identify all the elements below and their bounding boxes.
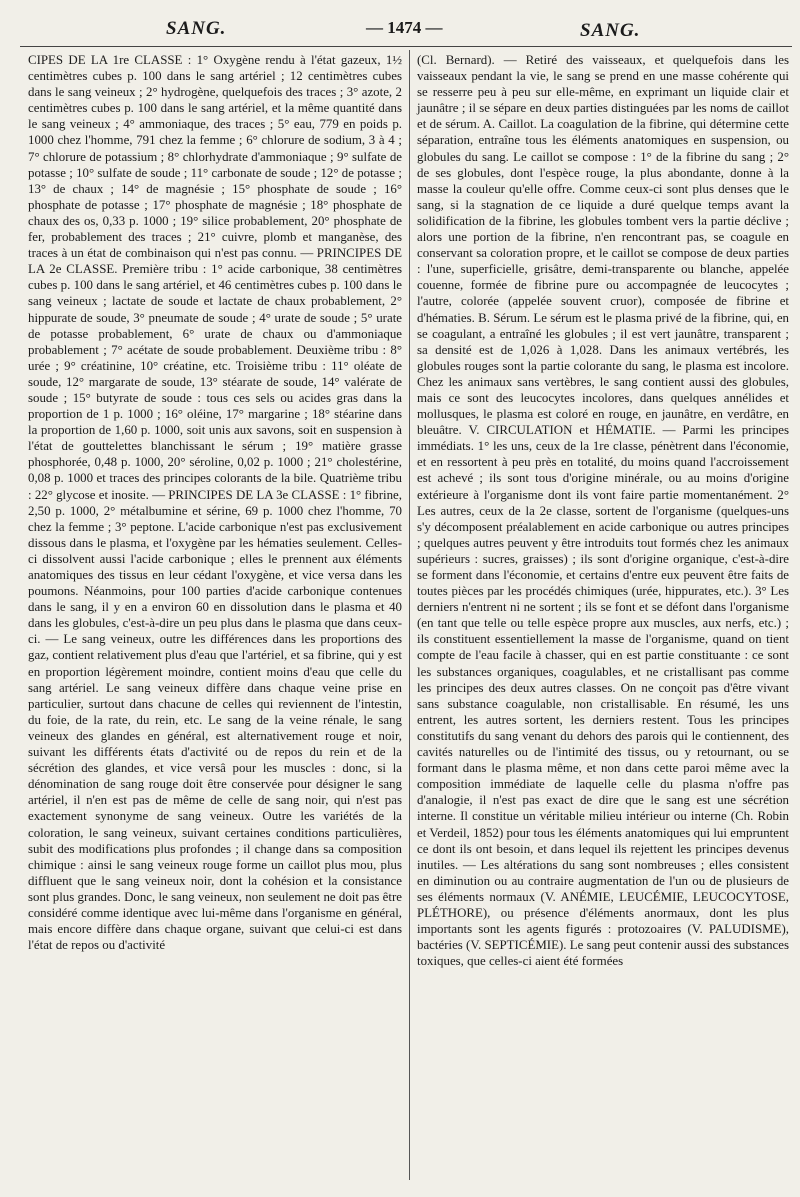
right-column-text: (Cl. Bernard). — Retiré des vaisseaux, et quelquefois dans les vaisseaux pendant la vie, le sang se prend en une masse cohérente qui se resserre peu à peu sur elle-même, en exprimant un liquide clair et jaunâtre ; il se sépare en deux parties distinguées par les noms de caillot et de sérum. A. Caillot. La coagulation de la fibrine, qui détermine cette séparation, entraîne tous les éléments anatomiques en suspension, ou globules du sang. Le caillot se compose : 1° de la fibrine du sang ; 2° de ses globules, dont l'espèce rouge, la plus abondante, donne à la masse la couleur qu'elle offre. Comme ceux-ci sont plus denses que le sang, si la stagnation de ce liquide a duré quelque temps avant la solidification de la fibrine, les globules tombent vers la partie déclive ; alors une portion de la fibrine, n'en rencontrant pas, se coagule en conservant sa coloration propre, et le caillot se compose de deux parties : l'une, superficielle, grisâtre, demi-transparente ou blanche, appelée couenne, formée de fibrine pure ou accompagnée de leucocytes ; l'autre, colorée (appelée souvent cruor), composée de fibrine et d'hématies. B. Sérum. Le sérum est le plasma privé de la fibrine, qui, en se coagulant, a entraîné les globules ; il est vert jaunâtre, transparent ; sa densité est de 1,026 à 1,028. Dans les animaux vertébrés, les globules rouges sont la partie colorante du sang, le plasma est incolore. Chez les animaux sans vertèbres, le sang contient aussi des globules, mais ce sont des leucocytes incolores, dans quelques annélides et mollusques, le plasma est coloré en rouge, en jaunâtre, en verdâtre, en bleuâtre. V. CIRCULATION et HÉMATIE. — Parmi les principes immédiats. 1° les uns, ceux de la 1re classe, pénètrent dans l'économie, et en ressortent à peu près en totalité, du moins quand l'accroissement est achevé ; ils sont tous d'origine minérale, ou au moins d'origine extérieure à l'organisme dont ils vont faire partie momentanément. 2° Les autres, ceux de la 2e classe, sortent de l'organisme (quelques-uns s'y décomposent préalablement en acide carbonique ou autres principes ; quelques autres peuvent y être introduits tout formés chez les animaux supérieurs : sucres, graisses) ; ils sont d'origine organique, c'est-à-dire se forment dans l'économie, et certains d'entre eux peuvent être faits de toutes pièces par les procédés chimiques (urée, hippurates, etc.). 3° Les derniers n'entrent ni ne sortent ; ils se font et se défont dans l'organisme (en tant que telle ou telle espèce propre aux muscles, aux nerfs, etc.) ; ils constituent essentiellement la masse de l'organisme, quand on tient compte de l'eau facile à chasser, qui en est partie constituante : ce sont les substances organiques, coagulables, et ne cristallisant pas comme les principes des deux autres classes. On ne conçoit pas d'être vivant sans substance coagulable, non cristallisable. En résumé, les uns entrent, les autres sortent, les derniers restent. Tous les principes constitutifs du sang venant du dehors des parois qui le contiennent, des cavités naturelles ou de l'intimité des tissus, ou y retournant, ou se formant dans le plasma même, et non dans cette paroi même avec la composition immédiate de laquelle celle du plasma n'offre pas d'analogie, il n'est pas exact de dire que le sang est une sécrétion interne. Il constitue un véritable milieu intérieur ou interne (Ch. Robin et Verdeil, 1852) pour tous les éléments anatomiques qui lui empruntent ce dont ils ont besoin, et dans lequel ils rejettent les principes devenus inutiles. — Les altérations du sang sont nombreuses ; elles consistent en diminution ou au contraire augmentation de l'un ou de plusieurs de ses éléments normaux (V. ANÉMIE, LEUCÉMIE, LEUCOCYTOSE, PLÉTHORE), ou présence d'éléments anormaux, dont les plus importants sont les agents figurés : protozoaires (V. PALUDISME), bactéries (V. SEPTICÉMIE). Le sang peut contenir aussi des substances toxiques, que celles-ci aient été formées — [417, 53, 789, 969]
right-column — [417, 52, 789, 969]
left-column-text: CIPES DE LA 1re CLASSE : 1° Oxygène rendu à l'état gazeux, 1½ centimètres cubes p. 100 dans le sang artériel ; 12 centimètres cubes dans le sang veineux ; 2° hydrogène, quelquefois des traces ; 3° azote, 2 centimètres cubes p. 100 dans le sang artériel, et la même quantité dans le sang veineux ; 4° ammoniaque, des traces ; 5° eau, 779 en poids p. 1000 chez l'homme, 791 chez la femme ; 6° chlorure de sodium, 3 à 4 ; 7° chlorure de potassium ; 8° chlorhydrate d'ammoniaque ; 9° sulfate de potasse ; 10° sulfate de soude ; 11° carbonate de soude ; 12° de potasse ; 13° de chaux ; 14° de magnésie ; 15° phosphate de soude ; 16° phosphate de potasse ; 17° phosphate de magnésie ; 18° phosphate de chaux des os, 0,33 p. 1000 ; 19° silice probablement, 20° phosphate de fer, probablement des traces ; 21° cuivre, plomb et manganèse, des traces à un état de combinaison qui n'est pas connu. — PRINCIPES DE LA 2e CLASSE. Première tribu : 1° acide carbonique, 38 centimètres cubes p. 100 dans le sang artériel, et 46 centimètres cubes p. 100 dans le sang veineux ; lactate de soude et lactate de chaux probablement, 2° hippurate de soude, 3° pneumate de soude ; 4° urate de soude ; 5° urate de potasse probablement, 6° urate de chaux ou d'ammoniaque probablement ; 7° acétate de soude probablement. Deuxième tribu : 8° urée ; 9° créatinine, 10° créatine, etc. Troisième tribu : 11° oléate de soude, 12° margarate de soude, 13° stéarate de soude, 14° valérate de soude ; 15° butyrate de soude : tous ces sels ou acides gras dans la proportion de 1 p. 1000 ; 16° oléine, 17° margarine ; 18° stéarine dans la proportion de 1,60 p. 1000, soit unis aux savons, soit en suspension à l'état de gouttelettes blanchissant le sérum ; 19° matière grasse phosphorée, 0,48 p. 1000, 20° séroline, 0,02 p. 1000 ; 21° cholestérine, 0,08 p. 1000 et traces des principes colorants de la bile. Quatrième tribu : 22° glycose et inosite. — PRINCIPES DE LA 3e CLASSE : 1° fibrine, 2,50 p. 1000, 2° métalbumine et sérine, 69 p. 1000 chez l'homme, 70 chez la femme ; 3° peptone. L'acide carbonique n'est pas exclusivement dissous dans le plasma, et l'oxygène par les hématies seulement. Celles-ci dissolvent aussi l'acide carbonique ; elles le prennent aux éléments anatomiques des tissus en leur cédant l'oxygène, et vice versa dans les poumons. Néanmoins, pour 100 parties d'acide carbonique contenues dans le sang, il y en a environ 60 en dissolution dans le plasma et 40 dans les globules, c'est-à-dire un peu plus dans le plasma que dans ceux-ci. — Le sang veineux, outre les différences dans les proportions des gaz, contient relativement plus d'eau que l'artériel, et sa fibrine, qui y est en proportion légèrement moindre, contient moins d'eau que celle du sang artériel. Le sang veineux diffère dans chaque veine prise en particulier, surtout dans chacune de celles qui reviennent de l'intestin, du foie, de la rate, du rein, etc. Le sang de la veine rénale, le sang veineux des glandes en général, est alternativement rouge et noir, suivant les différents états d'activité ou de repos du rein et de la sécrétion des glandes, et vice versâ pour les muscles : donc, si la dénomination de sang rouge doit être conservée pour désigner le sang artériel, il n'en est pas de même de celle de sang noir, qui n'est pas exactement synonyme de sang veineux. Outre les variétés de la coloration, le sang veineux, suivant certaines conditions particulières, subit des modifications plus profondes ; il change dans sa composition chimique : ainsi le sang veineux rouge forme un caillot plus mou, plus diffluent que le sang veineux noir, dont la cohésion et la consistance sont plus grandes. Donc, le sang veineux, non seulement ne doit pas être considéré comme identique avec lui-même dans l'organisme en général, mais encore diffère dans chaque organe, suivant que celui-ci est dans l'état de repos ou d'activité — [28, 53, 402, 953]
column-divider — [409, 50, 410, 1180]
running-head-right: SANG. — [580, 20, 641, 41]
page-number: — 1474 — — [366, 18, 443, 37]
left-column — [28, 52, 402, 953]
page-header — [0, 12, 800, 44]
running-head-left: SANG. — [166, 18, 227, 39]
header-rule — [20, 46, 792, 47]
